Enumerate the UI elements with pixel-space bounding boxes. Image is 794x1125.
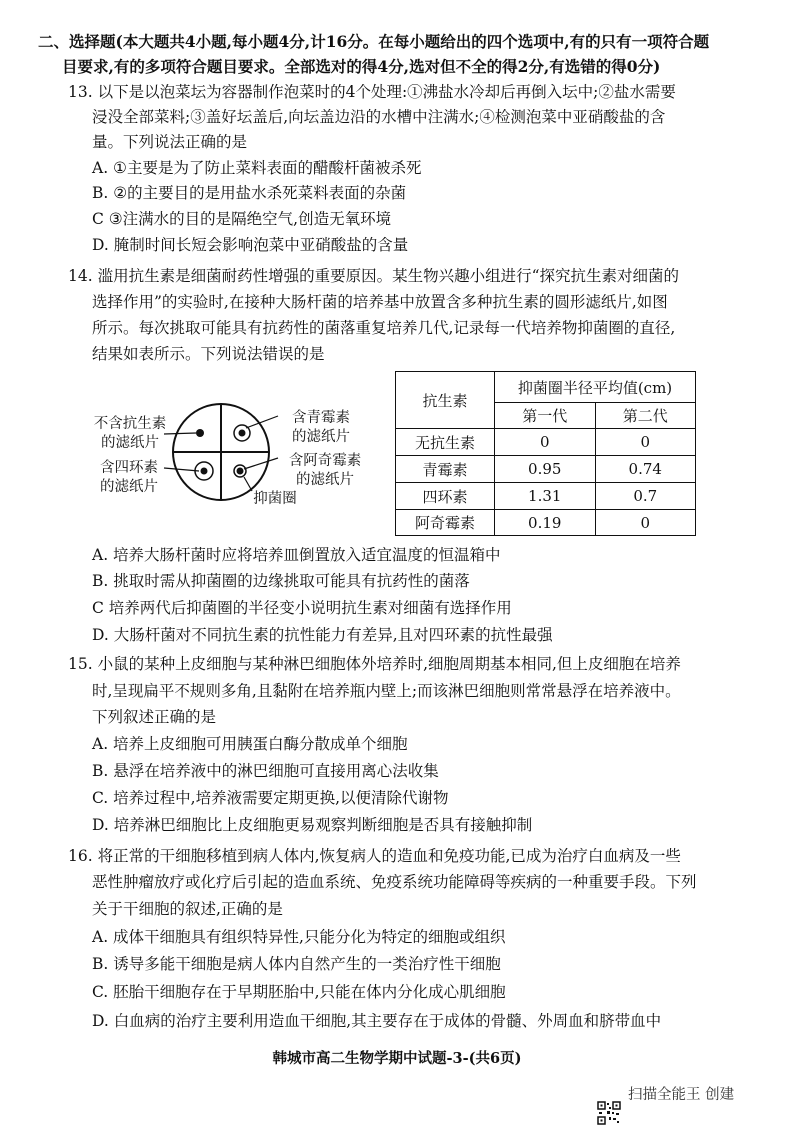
q15-option-d: D. 培养淋巴细胞比上皮细胞更易观察判断细胞是否具有接触抑制 <box>92 816 533 834</box>
table-row <box>396 456 696 483</box>
qr-code-icon <box>597 1101 621 1125</box>
disc-tetracycline <box>201 468 208 475</box>
table-cell-name: 青霉素 <box>396 456 495 483</box>
table-header-radius: 抑菌圈半径平均值(cm) <box>495 372 696 403</box>
table-cell-name: 无抗生素 <box>396 429 495 456</box>
q16-option-c: C. 胚胎干细胞存在于早期胚胎中,只能在体内分化成心肌细胞 <box>92 983 506 1001</box>
table-cell-name: 四环素 <box>396 483 495 510</box>
q14-stem-line: 结果如表所示。下列说法错误的是 <box>92 345 325 363</box>
q15-stem-line: 下列叙述正确的是 <box>92 708 217 726</box>
table-row <box>396 483 696 510</box>
section-heading-line2: 目要求,有的多项符合题目要求。全部选对的得4分,选对但不全的得2分,有选错的得0分) <box>62 57 661 76</box>
q16-stem-line: 关于干细胞的叙述,正确的是 <box>92 900 283 918</box>
q15-option-a: A. 培养上皮细胞可用胰蛋白酶分散成单个细胞 <box>92 735 408 753</box>
pointer-tl <box>164 433 196 434</box>
q14-stem-line: 14. 滥用抗生素是细菌耐药性增强的重要原因。某生物兴趣小组进行“探究抗生素对细菌的 <box>68 267 680 285</box>
table-cell-name: 阿奇霉素 <box>396 510 495 536</box>
q15-stem-line: 时,呈现扁平不规则多角,且黏附在培养瓶内壁上;而该淋巴细胞则常常悬浮在培养液中。 <box>92 682 681 700</box>
table-cell-gen1: 1.31 <box>495 483 596 510</box>
q13-option-c: C ③注满水的目的是隔绝空气,创造无氧环境 <box>92 210 392 228</box>
table-cell-gen1: 0.19 <box>495 510 596 536</box>
q16-stem-line: 16. 将正常的干细胞移植到病人体内,恢复病人的造血和免疫功能,已成为治疗白血病及一些 <box>68 847 681 865</box>
table-row <box>396 429 696 456</box>
label-tetracycline-disc-text: 含四环素 的滤纸片 <box>100 460 158 495</box>
pointer-br <box>244 458 278 469</box>
table-cell-gen1: 0.95 <box>495 456 596 483</box>
q16-stem-line: 恶性肿瘤放疗或化疗后引起的造血系统、免疫系统功能障碍等疾病的一种重要手段。下列 <box>92 873 697 891</box>
table-cell-gen2: 0.74 <box>595 456 696 483</box>
section-heading-line1: 二、选择题(本大题共4小题,每小题4分,计16分。在每小题给出的四个选项中,有的只有一项符合题 <box>38 32 710 51</box>
q15-option-b: B. 悬浮在培养液中的淋巴细胞可直接用离心法收集 <box>92 762 439 780</box>
table-cell-gen2: 0.7 <box>595 483 696 510</box>
table-cell-gen2: 0 <box>595 429 696 456</box>
q13-stem-line: 量。下列说法正确的是 <box>92 133 248 151</box>
table-header-gen2: 第二代 <box>595 403 696 429</box>
pointer-zone <box>244 477 252 491</box>
disc-no-antibiotic <box>196 429 204 437</box>
q13-option-d: D. 腌制时间长短会影响泡菜中亚硝酸盐的含量 <box>92 236 409 254</box>
q13-option-a: A. ①主要是为了防止菜料表面的醋酸杆菌被杀死 <box>92 159 422 177</box>
q15-stem-line: 15. 小鼠的某种上皮细胞与某种淋巴细胞体外培养时,细胞周期基本相同,但上皮细胞在培养 <box>68 655 681 673</box>
disc-penicillin <box>239 430 246 437</box>
pointer-bl <box>164 468 199 471</box>
label-inhibition-zone: 抑菌圈 <box>253 491 297 507</box>
q14-option-a: A. 培养大肠杆菌时应将培养皿倒置放入适宜温度的恒温箱中 <box>92 546 501 564</box>
scanner-watermark: 扫描全能王 创建 <box>628 1087 735 1103</box>
inhibition-zone-table <box>395 371 696 536</box>
q16-option-d: D. 白血病的治疗主要利用造血干细胞,其主要存在于成体的骨髓、外周血和脐带血中 <box>92 1012 662 1030</box>
petri-dish-diagram <box>92 398 392 506</box>
q15-option-c: C. 培养过程中,培养液需要定期更换,以便清除代谢物 <box>92 789 449 807</box>
q14-option-d: D. 大肠杆菌对不同抗生素的抗性能力有差异,且对四环素的抗性最强 <box>92 626 553 644</box>
label-penicillin-disc: 含青霉素 的滤纸片 <box>292 410 350 445</box>
q14-option-c: C 培养两代后抑菌圈的半径变小说明抗生素对细菌有选择作用 <box>92 599 512 617</box>
page-footer: 韩城市高二生物学期中试题-3-(共6页) <box>272 1050 522 1067</box>
q13-stem-line: 浸没全部菜料;③盖好坛盖后,向坛盖边沿的水槽中注满水;④检测泡菜中亚硝酸盐的含 <box>92 108 666 126</box>
q16-option-a: A. 成体干细胞具有组织特异性,只能分化为特定的细胞或组织 <box>92 928 506 946</box>
q16-option-b: B. 诱导多能干细胞是病人体内自然产生的一类治疗性干细胞 <box>92 955 501 973</box>
disc-azithromycin <box>237 468 244 475</box>
table-cell-gen1: 0 <box>495 429 596 456</box>
table-row <box>396 510 696 536</box>
table-cell-gen2: 0 <box>595 510 696 536</box>
table-header-gen1: 第一代 <box>495 403 596 429</box>
q14-option-b: B. 挑取时需从抑菌圈的边缘挑取可能具有抗药性的菌落 <box>92 572 470 590</box>
table-header-antibiotic: 抗生素 <box>396 372 495 429</box>
q13-option-b: B. ②的主要目的是用盐水杀死菜料表面的杂菌 <box>92 184 407 202</box>
q14-stem-line: 所示。每次挑取可能具有抗药性的菌落重复培养几代,记录每一代培养物抑菌圈的直径, <box>92 319 676 337</box>
q13-stem-line: 13. 以下是以泡菜坛为容器制作泡菜时的4个处理:①沸盐水冷却后再倒入坛中;②盐水需要 <box>68 83 676 101</box>
label-azithromycin-disc: 含阿奇霉素 的滤纸片 <box>288 453 362 488</box>
q14-stem-line: 选择作用”的实验时,在接种大肠杆菌的培养基中放置含多种抗生素的圆形滤纸片,如图 <box>92 293 668 311</box>
label-no-antibiotic-disc: 不含抗生素 的滤纸片 <box>93 416 167 451</box>
